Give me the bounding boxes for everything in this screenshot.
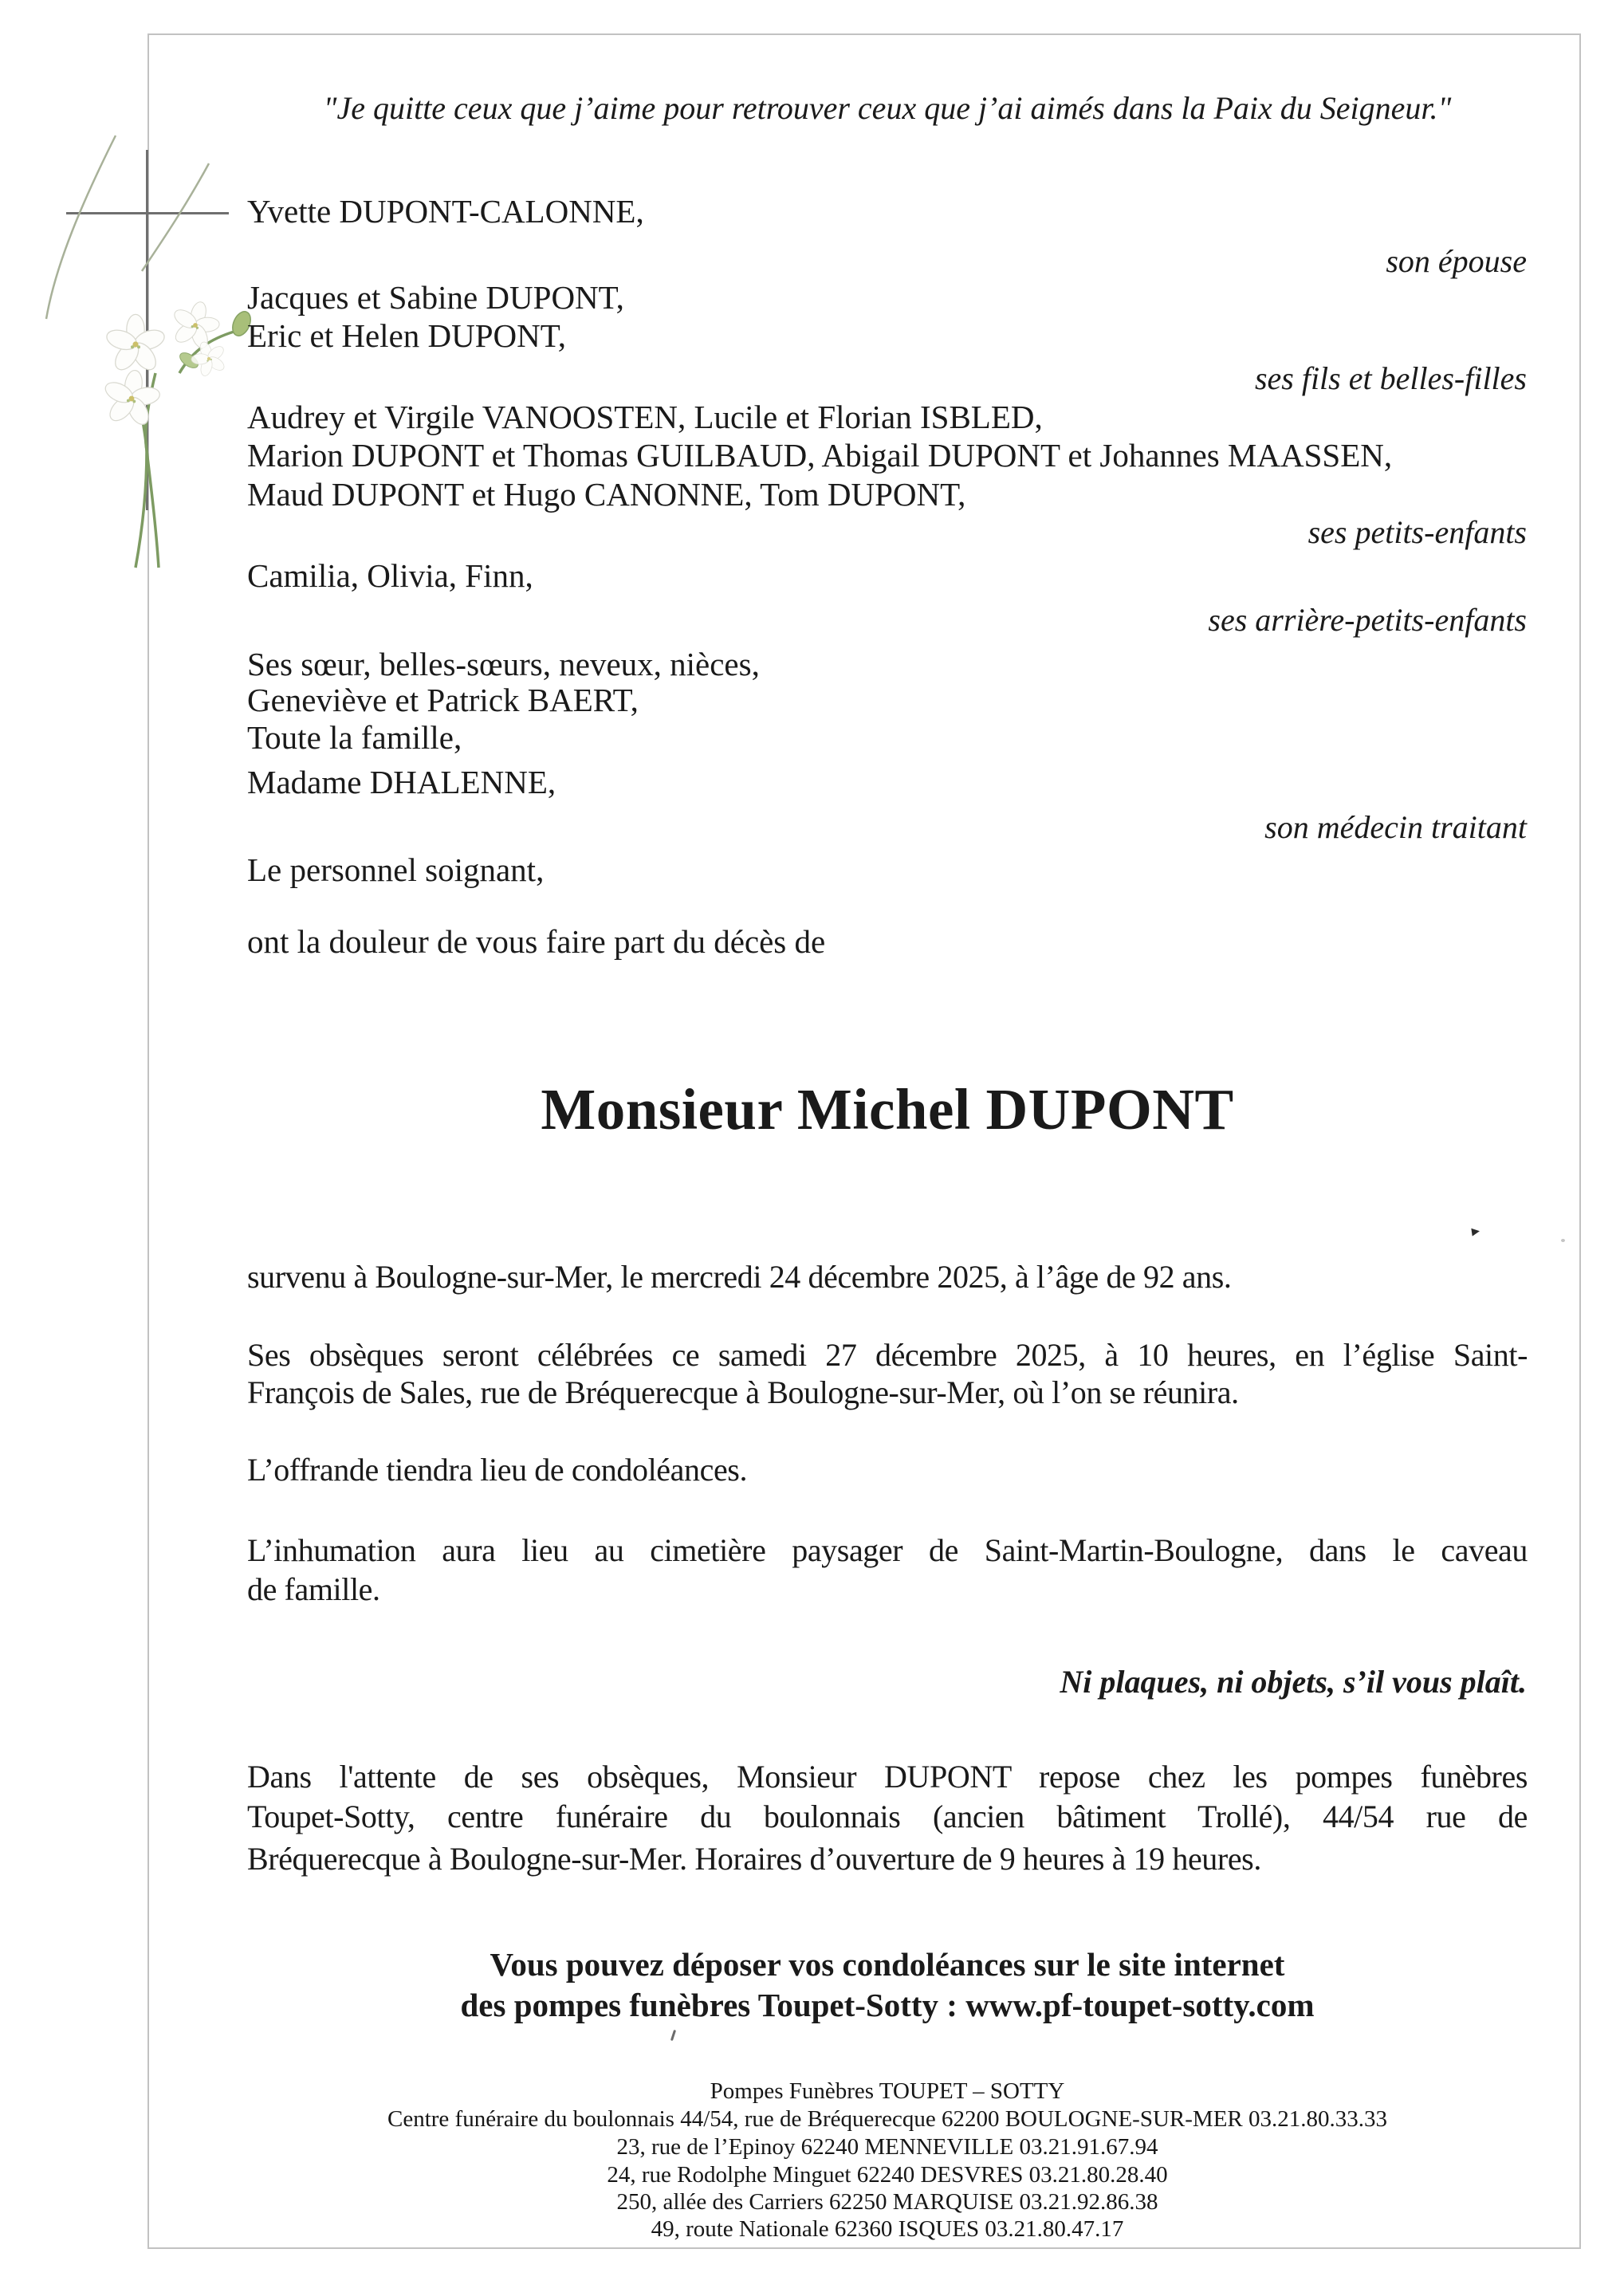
family-line: Geneviève et Patrick BAERT, <box>247 682 639 718</box>
repose-line: Bréquerecque à Boulogne-sur-Mer. Horaires d’ouverture de 9 heures à 19 heures. <box>247 1841 1261 1877</box>
condolences-website-line: des pompes funèbres Toupet-Sotty : www.pf-toupet-sotty.com <box>460 1987 1315 2023</box>
family-line: Camilia, Olivia, Finn, <box>247 557 533 594</box>
intro-line: ont la douleur de vous faire part du décès de <box>247 923 826 960</box>
funeral-home-address: Centre funéraire du boulonnais 44/54, rue de Bréquerecque 62200 BOULOGNE-SUR-MER 03.21.80.33.33 <box>387 2106 1387 2132</box>
burial-line: de famille. <box>247 1571 380 1607</box>
offering-line: L’offrande tiendra lieu de condoléances. <box>247 1452 748 1488</box>
funeral-home-address: 24, rue Rodolphe Minguet 62240 DESVRES 03.21.80.28.40 <box>607 2162 1168 2188</box>
repose-line: Toupet-Sotty, centre funéraire du boulonnais (ancien bâtiment Trollé), 44/54 rue de <box>247 1799 1528 1834</box>
funeral-home-address: 250, allée des Carriers 62250 MARQUISE 03.21.92.86.38 <box>616 2189 1158 2215</box>
relation-label: son épouse <box>1386 243 1527 279</box>
burial-line: L’inhumation aura lieu au cimetière paysager de Saint-Martin-Boulogne, dans le caveau <box>247 1532 1528 1568</box>
scan-speck <box>1561 1239 1565 1242</box>
family-line: Ses sœur, belles-sœurs, neveux, nièces, <box>247 646 760 682</box>
funeral-line: François de Sales, rue de Bréquerecque à Boulogne-sur-Mer, où l’on se réunira. <box>247 1374 1239 1410</box>
relation-label: ses petits-enfants <box>1307 514 1527 550</box>
family-line: Yvette DUPONT-CALONNE, <box>247 193 644 230</box>
deceased-name: Monsieur Michel DUPONT <box>541 1077 1234 1142</box>
funeral-home-name: Pompes Funèbres TOUPET – SOTTY <box>710 2078 1065 2104</box>
family-line: Le personnel soignant, <box>247 851 545 888</box>
family-line: Audrey et Virgile VANOOSTEN, Lucile et Florian ISBLED, <box>247 399 1043 435</box>
family-line: Toute la famille, <box>247 719 462 756</box>
funeral-home-address: 23, rue de l’Epinoy 62240 MENNEVILLE 03.21.91.67.94 <box>616 2134 1158 2160</box>
opening-quote: "Je quitte ceux que j’aime pour retrouver ceux que j’ai aimés dans la Paix du Seigneur." <box>323 90 1452 126</box>
relation-label: ses fils et belles-filles <box>1254 360 1527 396</box>
death-details-line: survenu à Boulogne-sur-Mer, le mercredi 24 décembre 2025, à l’âge de 92 ans. <box>247 1259 1232 1295</box>
funeral-home-address: 49, route Nationale 62360 ISQUES 03.21.80.47.17 <box>651 2216 1124 2242</box>
funeral-line: Ses obsèques seront célébrées ce samedi 27 décembre 2025, à 10 heures, en l’église Saint- <box>247 1337 1528 1373</box>
family-line: Jacques et Sabine DUPONT, <box>247 279 624 316</box>
orchid-flower-icon <box>24 120 279 582</box>
family-line: Maud DUPONT et Hugo CANONNE, Tom DUPONT, <box>247 476 966 513</box>
request-line: Ni plaques, ni objets, s’il vous plaît. <box>1060 1664 1527 1700</box>
grass-blade <box>46 136 209 319</box>
family-line: Eric et Helen DUPONT, <box>247 317 567 354</box>
repose-line: Dans l'attente de ses obsèques, Monsieur DUPONT repose chez les pompes funèbres <box>247 1759 1528 1795</box>
family-line: Marion DUPONT et Thomas GUILBAUD, Abigail DUPONT et Johannes MAASSEN, <box>247 437 1393 474</box>
relation-label: ses arrière-petits-enfants <box>1208 602 1527 638</box>
scan-speck <box>1471 1227 1480 1236</box>
family-line: Madame DHALENNE, <box>247 764 556 800</box>
condolences-cta-line: Vous pouvez déposer vos condoléances sur le site internet <box>490 1946 1285 1983</box>
relation-label: son médecin traitant <box>1264 809 1527 845</box>
